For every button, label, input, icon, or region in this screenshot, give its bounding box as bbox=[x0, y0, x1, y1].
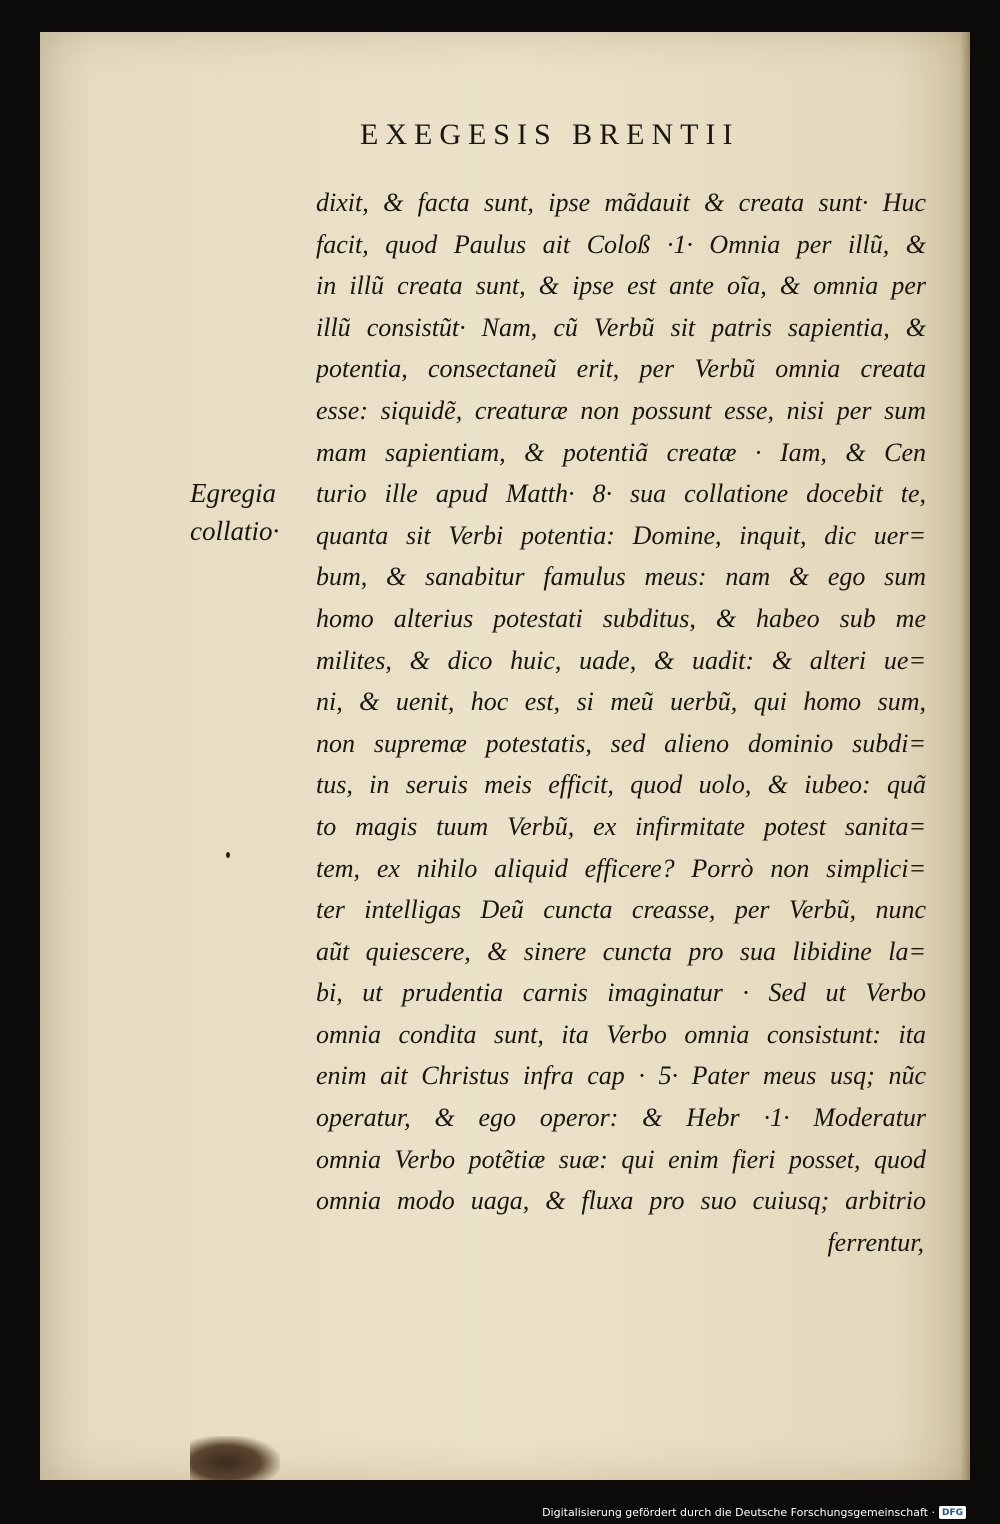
text-line: operatur, & ego operor: & Hebr ·1· Moderatur bbox=[316, 1103, 926, 1133]
text-line: omnia Verbo potẽtiæ suæ: qui enim fieri posset, quod bbox=[316, 1144, 926, 1174]
digitization-credit bbox=[542, 1506, 966, 1519]
text-line: bi, ut prudentia carnis imaginatur · Sed ut Verbo bbox=[316, 978, 926, 1008]
text-line: facit, quod Paulus ait Coloß ·1· Omnia per illũ, & bbox=[316, 229, 926, 259]
text-line: omnia condita sunt, ita Verbo omnia consistunt: ita bbox=[316, 1019, 926, 1049]
text-line: esse: siquidẽ, creaturæ non possunt esse, nisi per sum bbox=[316, 395, 926, 425]
text-line: tem, ex nihilo aliquid efficere? Porrò non simplici= bbox=[316, 853, 926, 883]
text-line: tus, in seruis meis efficit, quod uolo, & iubeo: quã bbox=[316, 770, 926, 800]
text-line: non supremæ potestatis, sed alieno dominio subdi= bbox=[316, 728, 926, 758]
text-line: enim ait Christus infra cap · 5· Pater meus usq; nũc bbox=[316, 1061, 926, 1091]
text-line: milites, & dico huic, uade, & uadit: & alteri ue= bbox=[316, 645, 926, 675]
body-text bbox=[316, 182, 926, 1263]
running-title: EXEGESIS BRENTII bbox=[360, 118, 740, 151]
marginal-note-line: collatio· bbox=[190, 516, 280, 546]
page-stain bbox=[190, 1436, 280, 1480]
text-line: bum, & sanabitur famulus meus: nam & ego sum bbox=[316, 562, 926, 592]
text-line: ni, & uenit, hoc est, si meũ uerbũ, qui homo sum, bbox=[316, 687, 926, 717]
marginal-note bbox=[190, 474, 300, 550]
ink-mark bbox=[226, 852, 230, 858]
text-line: homo alterius potestati subditus, & habeo sub me bbox=[316, 603, 926, 633]
text-line: dixit, & facta sunt, ipse mãdauit & creata sunt· Huc bbox=[316, 188, 926, 217]
credit-text: Digitalisierung gefördert durch die Deutsche Forschungsgemeinschaft · bbox=[542, 1506, 935, 1519]
text-line: potentia, consectaneũ erit, per Verbũ omnia creata bbox=[316, 354, 926, 384]
dfg-logo-icon: DFG bbox=[939, 1506, 966, 1519]
page-edge-shadow bbox=[960, 32, 970, 1480]
text-line: in illũ creata sunt, & ipse est ante oĩa, & omnia per bbox=[316, 271, 926, 301]
text-line: omnia modo uaga, & fluxa pro suo cuiusq; arbitrio bbox=[316, 1186, 926, 1216]
text-line: ter intelligas Deũ cuncta creasse, per Verbũ, nunc bbox=[316, 895, 926, 925]
text-line: aũt quiescere, & sinere cuncta pro sua libidine la= bbox=[316, 936, 926, 966]
text-line: quanta sit Verbi potentia: Domine, inquit, dic uer= bbox=[316, 520, 926, 550]
text-line: mam sapientiam, & potentiã creatæ · Iam, & Cen bbox=[316, 437, 926, 467]
text-line: illũ consistũt· Nam, cũ Verbũ sit patris sapientia, & bbox=[316, 312, 926, 342]
text-line: turio ille apud Matth· 8· sua collatione docebit te, bbox=[316, 479, 926, 509]
text-line: to magis tuum Verbũ, ex infirmitate potest sanita= bbox=[316, 811, 926, 841]
marginal-note-line: Egregia bbox=[190, 478, 276, 508]
text-line-catchword: ferrentur, bbox=[827, 1227, 924, 1257]
